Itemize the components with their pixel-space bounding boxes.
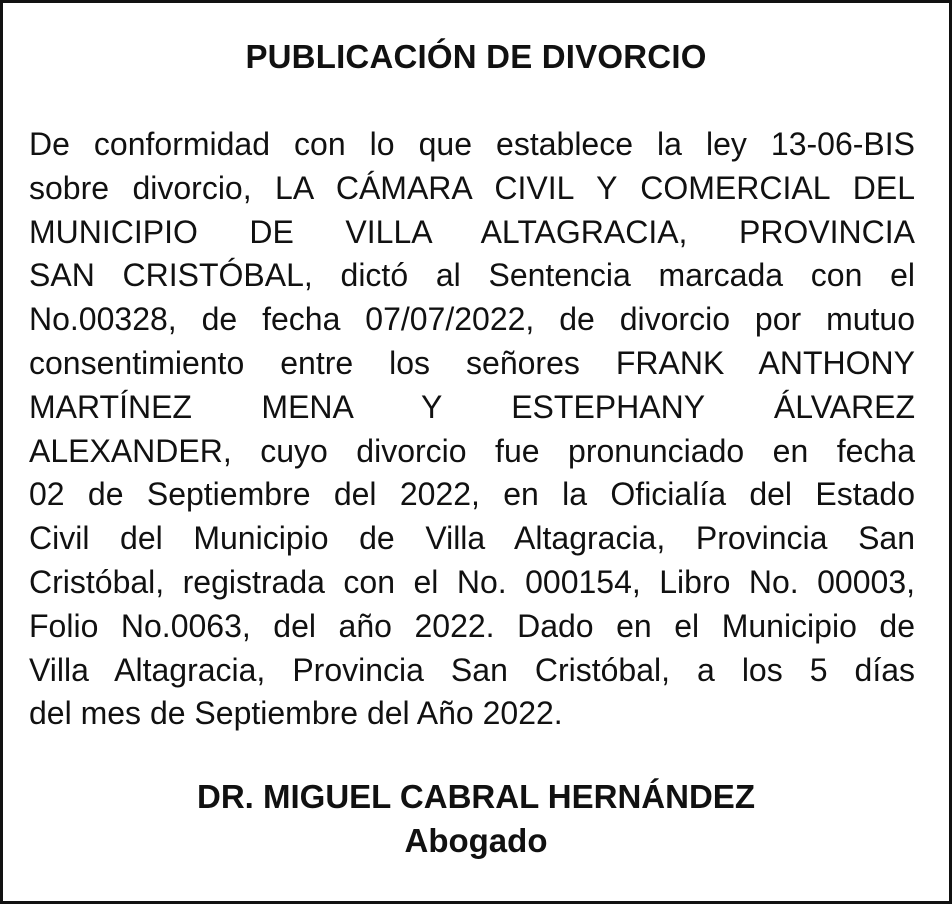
body-line: consentimiento entre los señores FRANK ANTHONY: [29, 344, 915, 381]
body-line: MUNICIPIO DE VILLA ALTAGRACIA, PROVINCIA: [29, 213, 915, 250]
signature-block: [3, 775, 949, 863]
body-line: Folio No.0063, del año 2022. Dado en el Municipio de: [29, 607, 915, 644]
notice-title: PUBLICACIÓN DE DIVORCIO: [245, 38, 707, 75]
body-line: MARTÍNEZ MENA Y ESTEPHANY ÁLVAREZ: [29, 388, 915, 425]
body-line: del mes de Septiembre del Año 2022.: [29, 695, 563, 732]
body-line: SAN CRISTÓBAL, dictó al Sentencia marcada con el: [29, 257, 915, 294]
signer-name: DR. MIGUEL CABRAL HERNÁNDEZ: [197, 778, 755, 815]
body-line: No.00328, de fecha 07/07/2022, de divorcio por mutuo: [29, 301, 915, 338]
body-line: De conformidad con lo que establece la ley 13-06-BIS: [29, 126, 915, 162]
body-line: Civil del Municipio de Villa Altagracia, Provincia San: [29, 520, 915, 557]
body-line: sobre divorcio, LA CÁMARA CIVIL Y COMERCIAL DEL: [29, 169, 915, 206]
body-line: ALEXANDER, cuyo divorcio fue pronunciado en fecha: [29, 432, 915, 469]
body-line: 02 de Septiembre del 2022, en la Oficialía del Estado: [29, 476, 915, 513]
signer-title: Abogado: [404, 822, 548, 859]
body-line: Villa Altagracia, Provincia San Cristóbal, a los 5 días: [29, 651, 915, 688]
body-line: Cristóbal, registrada con el No. 000154, Libro No. 00003,: [29, 563, 915, 600]
notice-body: [29, 123, 915, 736]
